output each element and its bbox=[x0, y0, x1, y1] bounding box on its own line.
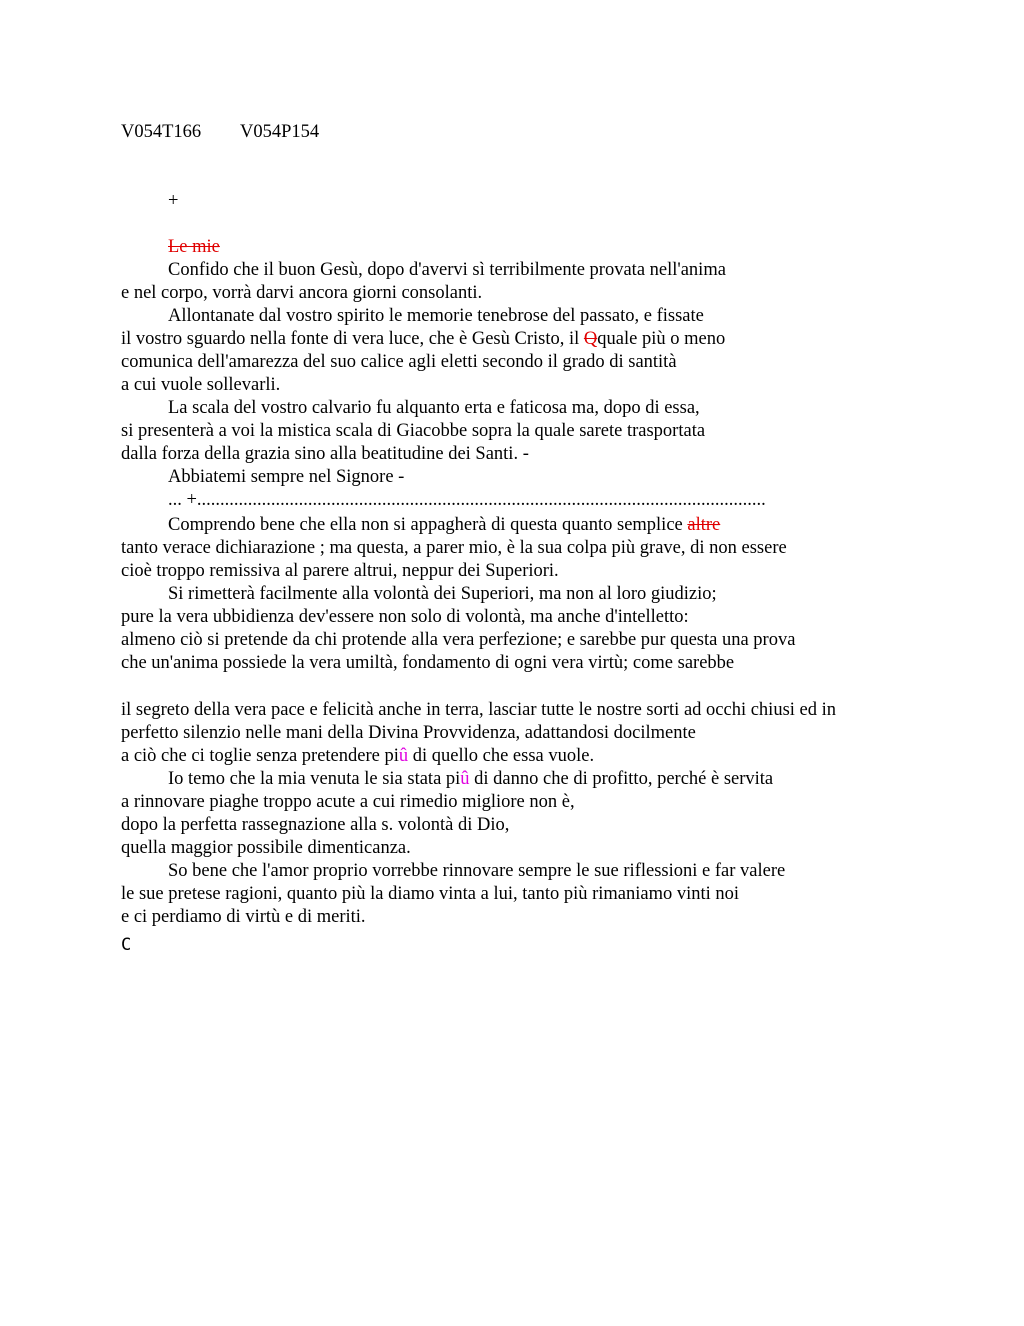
separator-line: ... +........................................................................................................................... bbox=[168, 490, 766, 510]
text-line: dopo la perfetta rassegnazione alla s. volontà di Dio, bbox=[121, 815, 510, 835]
deleted-heading: Le mie bbox=[168, 237, 220, 257]
text-line: pure la vera ubbidienza dev'essere non solo di volontà, ma anche d'intelletto: bbox=[121, 607, 689, 627]
text-line: almeno ciò si pretende da chi protende alla vera perfezione; e sarebbe pur questa una prova bbox=[121, 630, 796, 650]
text-segment: il vostro sguardo nella fonte di vera luce, che è Gesù Cristo, il bbox=[121, 329, 584, 349]
text-line bbox=[168, 768, 773, 791]
text-segment: a ciò che ci toglie senza pretendere pi bbox=[121, 746, 399, 766]
text-line: Abbiatemi sempre nel Signore - bbox=[168, 467, 405, 487]
text-line: comunica dell'amarezza del suo calice agli eletti secondo il grado di santità bbox=[121, 352, 677, 372]
text-line: le sue pretese ragioni, quanto più la diamo vinta a lui, tanto più rimaniamo vinti noi bbox=[121, 884, 740, 904]
text-line: cioè troppo remissiva al parere altrui, neppur dei Superiori. bbox=[121, 561, 559, 581]
text-segment: Io temo che la mia venuta le sia stata pi bbox=[168, 769, 461, 789]
highlighted-char: û bbox=[460, 769, 470, 789]
cross-mark: + bbox=[168, 191, 179, 211]
text-segment: di danno che di profitto, perché è servita bbox=[469, 769, 774, 789]
text-line: Si rimetterà facilmente alla volontà dei Superiori, ma non al loro giudizio; bbox=[168, 584, 717, 604]
text-line: quella maggior possibile dimenticanza. bbox=[121, 838, 411, 858]
deleted-letter: Q bbox=[583, 329, 598, 349]
text-line: perfetto silenzio nelle mani della Divina Provvidenza, adattandosi docilmente bbox=[121, 723, 696, 743]
text-line: e ci perdiamo di virtù e di meriti. bbox=[121, 907, 366, 927]
text-line: e nel corpo, vorrà darvi ancora giorni consolanti. bbox=[121, 283, 483, 303]
text-line: si presenterà a voi la mistica scala di Giacobbe sopra la quale sarete trasportata bbox=[121, 421, 706, 441]
text-line bbox=[121, 745, 594, 768]
header-text-id: V054T166 bbox=[121, 122, 202, 142]
text-line bbox=[168, 514, 720, 537]
text-line: La scala del vostro calvario fu alquanto erta e faticosa ma, dopo di essa, bbox=[168, 398, 700, 418]
text-segment: di quello che essa vuole. bbox=[408, 746, 595, 766]
highlighted-char: û bbox=[398, 746, 409, 766]
text-line: Confido che il buon Gesù, dopo d'avervi sì terribilmente provata nell'anima bbox=[168, 260, 726, 280]
header-page-id: V054P154 bbox=[240, 122, 320, 142]
text-line: Allontanate dal vostro spirito le memorie tenebrose del passato, e fissate bbox=[168, 306, 704, 326]
text-line: dalla forza della grazia sino alla beatitudine dei Santi. - bbox=[121, 444, 529, 464]
text-line: tanto verace dichiarazione ; ma questa, a parer mio, è la sua colpa più grave, di non essere bbox=[121, 538, 787, 558]
text-line: a rinnovare piaghe troppo acute a cui rimedio migliore non è, bbox=[121, 792, 575, 812]
footer-mark: C bbox=[121, 935, 132, 955]
text-line: che un'anima possiede la vera umiltà, fondamento di ogni vera virtù; come sarebbe bbox=[121, 653, 735, 673]
deleted-word: altre bbox=[687, 515, 721, 535]
text-line: il segreto della vera pace e felicità anche in terra, lasciar tutte le nostre sorti ad occhi chiusi ed in bbox=[121, 700, 837, 720]
text-line bbox=[121, 328, 725, 351]
text-line: a cui vuole sollevarli. bbox=[121, 375, 281, 395]
text-segment: quale più o meno bbox=[597, 329, 726, 349]
text-segment: Comprendo bene che ella non si appagherà di questa quanto semplice bbox=[168, 515, 688, 535]
text-line: So bene che l'amor proprio vorrebbe rinnovare sempre le sue riflessioni e far valere bbox=[168, 861, 786, 881]
